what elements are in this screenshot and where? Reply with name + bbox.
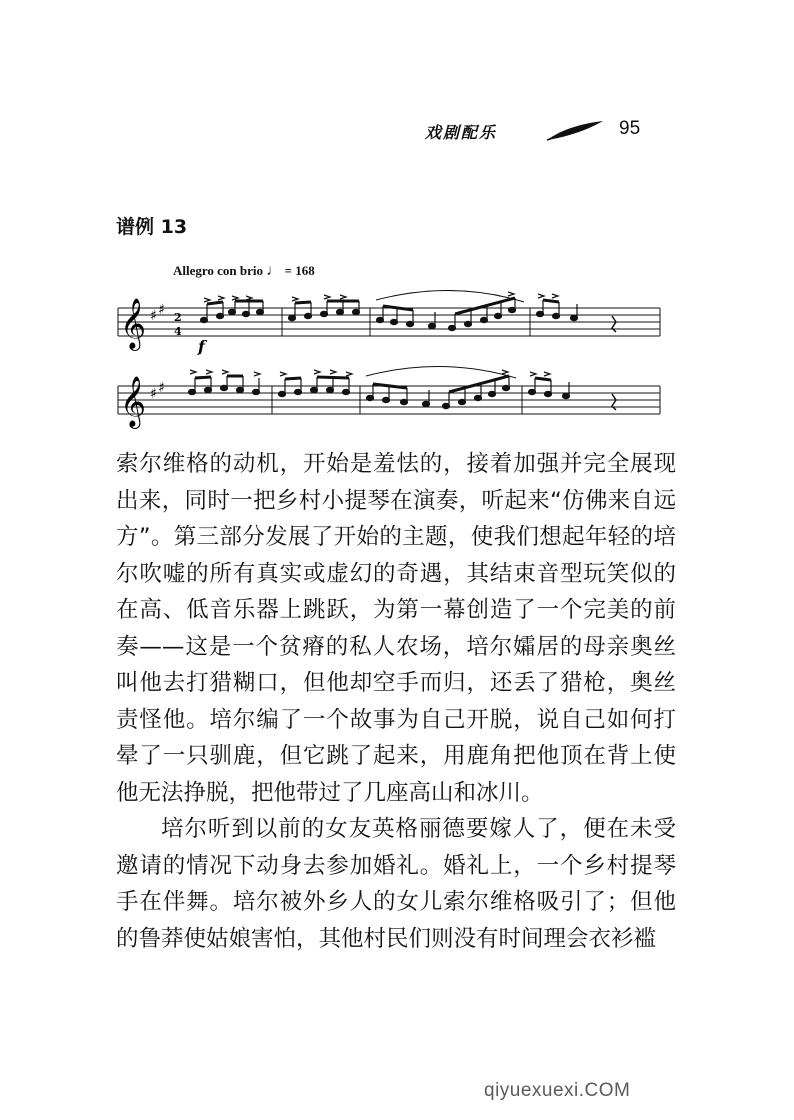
quill-icon [545, 120, 605, 142]
site-watermark: qiyuexuexi.COM [484, 1080, 631, 1101]
time-signature-bottom: 4 [174, 325, 182, 338]
example-label: 谱例 13 [116, 216, 188, 238]
body-text [116, 446, 676, 957]
paragraph: 索尔维格的动机，开始是羞怯的，接着加强并完全展现出来，同时一把乡村小提琴在演奏，听起来“仿佛来自远方”。第三部分发展了开始的主题，使我们想起年轻的培尔吹嘘的所有真实或虚幻的奇遇，其结束音型玩笑似的在高、低音乐器上跳跃，为第一幕创造了一个完美的前奏——这是一个贫瘠的私人农场，培尔孀居的母亲奥丝叫他去打猎糊口，但他却空手而归，还丢了猎枪，奥丝责怪他。培尔编了一个故事为自己开脱，说自己如何打晕了一只驯鹿，但它跳了起来，用鹿角把他顶在背上使他无法挣脱，把他带过了几座高山和冰川。 [116, 451, 676, 806]
measure-8 [529, 372, 617, 410]
treble-clef-icon: 𝄞 [120, 298, 147, 349]
sharp-icon: ♯ [158, 380, 165, 396]
music-staff-1 [112, 290, 664, 370]
measure-7 [366, 366, 516, 408]
time-signature-top: 2 [174, 311, 182, 324]
page-number: 95 [619, 118, 641, 139]
tempo-text: Allegro con brio [173, 263, 264, 278]
running-header [425, 120, 665, 146]
measure-1 [201, 296, 264, 323]
treble-clef-icon: 𝄞 [120, 376, 147, 427]
tempo-value: = 168 [284, 263, 315, 278]
dynamic-marking: f [198, 337, 205, 356]
measure-5 [189, 370, 261, 395]
measure-4 [537, 294, 617, 332]
quarter-note-icon: ♩ [266, 263, 282, 279]
sharp-icon: ♯ [158, 302, 165, 318]
sharp-icon: ♯ [150, 308, 157, 324]
tempo-marking [173, 263, 315, 280]
running-title: 戏剧配乐 [425, 123, 498, 142]
measure-3 [376, 290, 524, 330]
paragraph: 培尔听到以前的女友英格丽德要嫁人了，便在未受邀请的情况下动身去参加婚礼。婚礼上，一个乡村提琴手在伴舞。培尔被外乡人的女儿索尔维格吸引了；但他的鲁莽使姑娘害怕，其他村民们则没有时间理会衣衫褴 [116, 816, 676, 952]
music-staff-2 [112, 364, 664, 444]
sharp-icon: ♯ [150, 386, 157, 402]
